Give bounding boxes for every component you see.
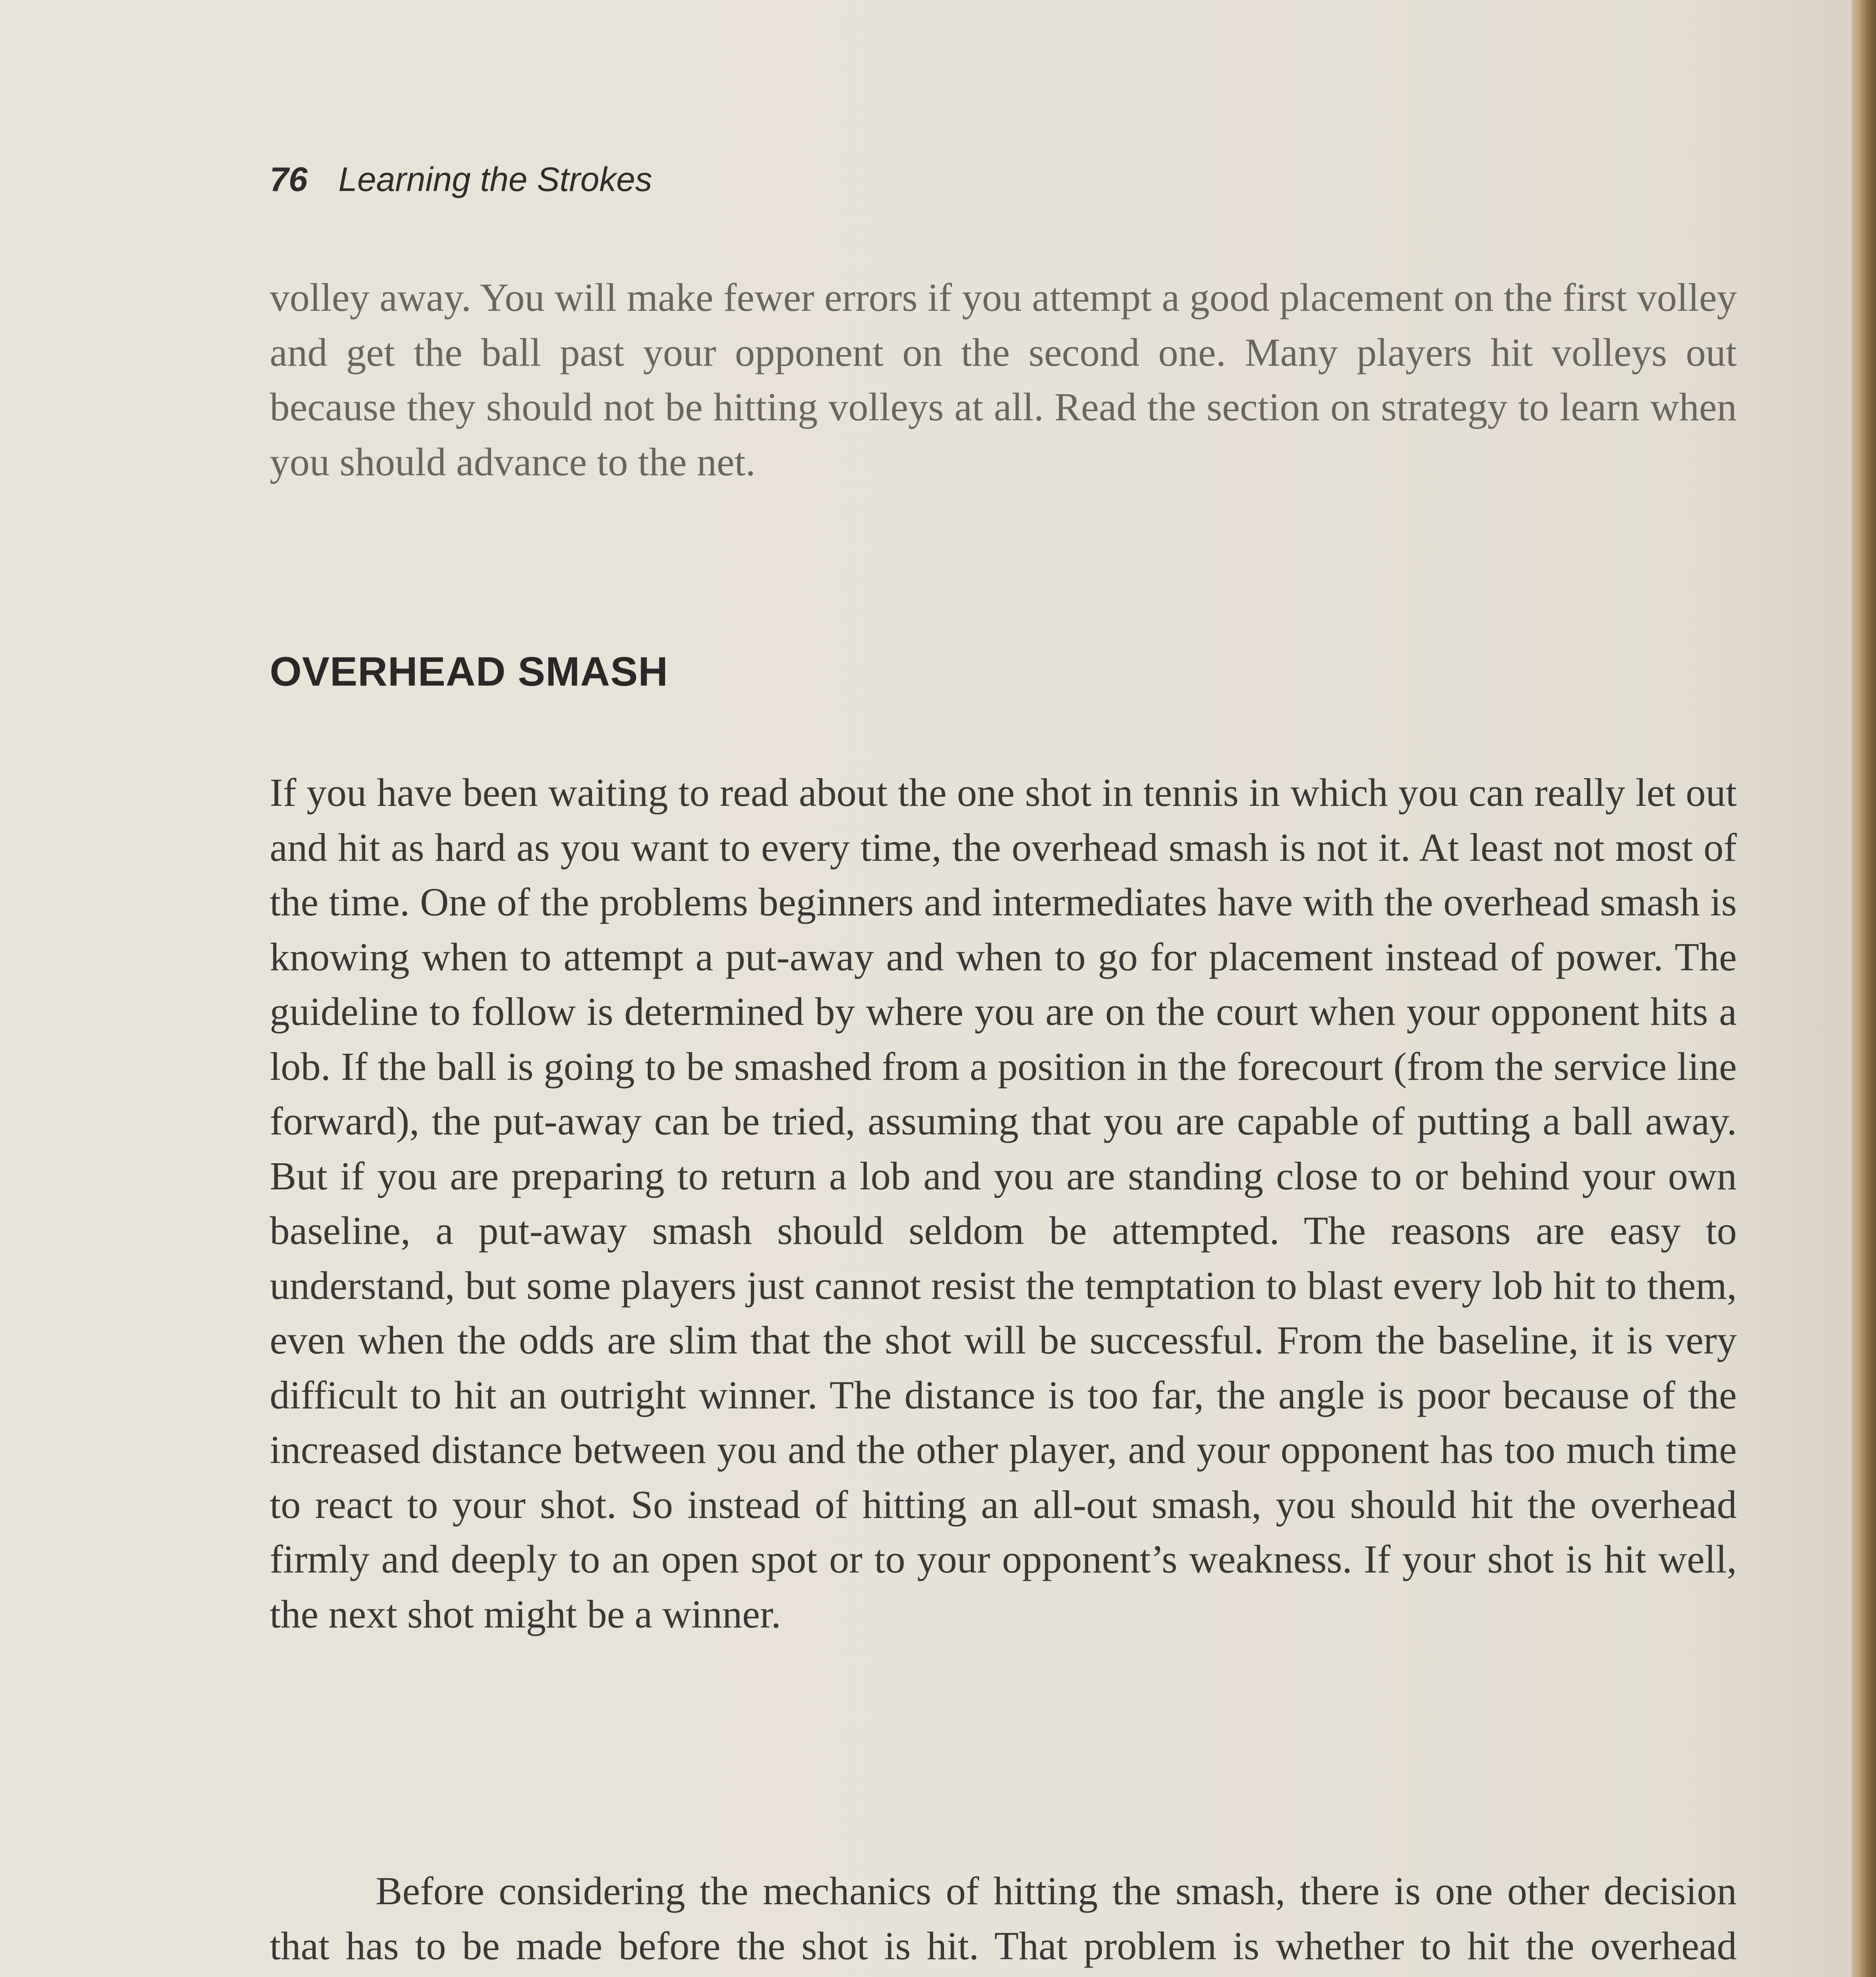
running-head-title: Learning the Strokes [338, 161, 652, 198]
body-paragraph-1: If you have been waiting to read about the one shot in tennis in which you can really let out and hit as hard as you want to every time, the overhead smash is not it. At least not most of the time. One of the problems beginners and intermediates have with the overhead smash is knowing when to attempt a put-away and when to go for placement instead of power. The guideline to follow is determined by where you are on the court when your opponent hits a lob. If the ball is going to be smashed from a position in the forecourt (from the service line forward), the put-away can be tried, assuming that you are capable of putting a ball away. But if you are preparing to return a lob and you are standing close to or behind your own baseline, a put-away smash should seldom be attempted. The reasons are easy to understand, but some players just cannot resist the temptation to blast every lob hit to them, even when the odds are slim that the shot will be successful. From the baseline, it is very difficult to hit an outright winner. The distance is too far, the angle is poor because of the increased distance between you and the other player, and your opponent has too much time to react to your shot. So instead of hitting an all-out smash, you should hit the overhead firmly and deeply to an open spot or to your opponent’s weakness. If your shot is hit well, the next shot might be a winner. [270, 770, 1737, 1636]
page-number: 76 [270, 161, 308, 198]
book-spine-edge [1851, 0, 1876, 1977]
section-heading: OVERHEAD SMASH [270, 649, 668, 695]
body-paragraph-2: Before considering the mechanics of hitting the smash, there is one other decision that has to be made before the shot is hit. That problem is whether to hit the overhead [270, 1869, 1737, 1968]
running-head [270, 160, 652, 199]
carryover-paragraph: volley away. You will make fewer errors if you attempt a good placement on the first volley and get the ball past your opponent on the second one. Many players hit volleys out because they should not be hitting volleys at all. Read the section on strategy to learn when you should advance to the net. [270, 275, 1737, 484]
